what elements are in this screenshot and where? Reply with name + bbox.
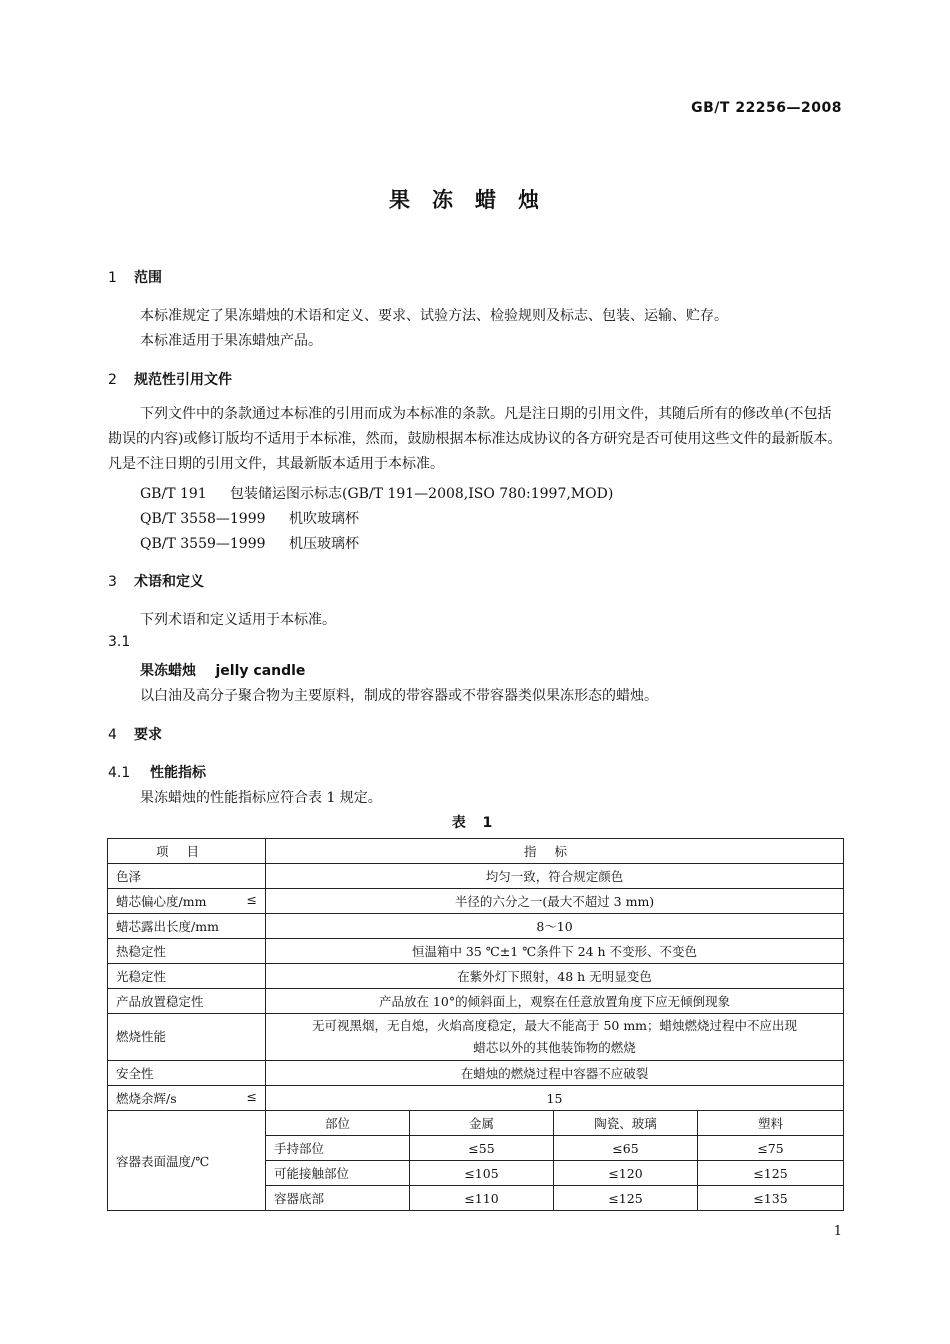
table-row bbox=[108, 1014, 844, 1061]
temp-value: ≤135 bbox=[698, 1186, 844, 1211]
standard-number: GB/T 22256—2008 bbox=[691, 100, 842, 116]
reference-item bbox=[140, 483, 613, 503]
section-number: 1 bbox=[108, 270, 117, 286]
term-definition: 以白油及高分子聚合物为主要原料，制成的带容器或不带容器类似果冻形态的蜡烛。 bbox=[140, 688, 658, 704]
section-title: 规范性引用文件 bbox=[134, 372, 232, 388]
row-value: 恒温箱中 35 ℃±1 ℃条件下 24 h 不变形、不变色 bbox=[266, 939, 844, 964]
subsection-4-1-heading bbox=[108, 762, 206, 782]
table-row bbox=[108, 964, 844, 989]
reference-title: 机压玻璃杯 bbox=[289, 536, 359, 552]
subsection-number: 4.1 bbox=[108, 765, 131, 781]
temp-part: 手持部位 bbox=[266, 1136, 410, 1161]
temp-value: ≤105 bbox=[410, 1161, 554, 1186]
reference-title: 机吹玻璃杯 bbox=[289, 511, 359, 527]
section-number: 3 bbox=[108, 574, 117, 590]
temp-value: ≤120 bbox=[554, 1161, 698, 1186]
row-item-cell bbox=[108, 1086, 266, 1111]
row-item-cell bbox=[108, 889, 266, 914]
section-3-heading bbox=[108, 571, 204, 591]
row-value: 半径的六分之一(最大不超过 3 mm) bbox=[266, 889, 844, 914]
reference-code: QB/T 3558—1999 bbox=[140, 511, 266, 527]
section-4-heading bbox=[108, 724, 162, 744]
subsection-number: 3.1 bbox=[108, 634, 131, 650]
temp-header-cell: 部位 bbox=[266, 1111, 410, 1136]
table-row bbox=[108, 989, 844, 1014]
table-header-row bbox=[108, 839, 844, 864]
row-item: 热稳定性 bbox=[108, 939, 266, 964]
row-value-cell bbox=[266, 1014, 844, 1061]
section-2-paragraph: 下列文件中的条款通过本标准的引用而成为本标准的条款。凡是注日期的引用文件，其随后所有的修改单(不包括勘误的内容)或修订版均不适用于本标准，然而，鼓励根据本标准达成协议的各方研究是否可使用这些文件的最新版本。凡是不注日期的引用文件，其最新版本适用于本标准。 bbox=[108, 406, 842, 472]
temp-value: ≤110 bbox=[410, 1186, 554, 1211]
page-title: 果冻蜡烛 bbox=[389, 188, 561, 212]
row-item: 色泽 bbox=[108, 864, 266, 889]
row-value-line: 蜡芯以外的其他装饰物的燃烧 bbox=[473, 1040, 636, 1055]
reference-code: GB/T 191 bbox=[140, 486, 207, 502]
row-value: 15 bbox=[266, 1086, 844, 1111]
section-number: 4 bbox=[108, 727, 117, 743]
table-row bbox=[108, 914, 844, 939]
section-1-paragraph-1: 本标准规定了果冻蜡烛的术语和定义、要求、试验方法、检验规则及标志、包装、运输、贮存。 bbox=[140, 308, 728, 324]
less-equal-symbol: ≤ bbox=[246, 1089, 257, 1104]
term-english: jelly candle bbox=[215, 663, 306, 679]
section-3-paragraph: 下列术语和定义适用于本标准。 bbox=[140, 612, 336, 628]
temp-header-row bbox=[108, 1111, 844, 1136]
row-value: 在紫外灯下照射，48 h 无明显变色 bbox=[266, 964, 844, 989]
temp-value: ≤65 bbox=[554, 1136, 698, 1161]
temp-part: 可能接触部位 bbox=[266, 1161, 410, 1186]
reference-code: QB/T 3559—1999 bbox=[140, 536, 266, 552]
reference-title: 包装储运图示标志(GB/T 191—2008,ISO 780:1997,MOD) bbox=[230, 486, 614, 502]
table-row bbox=[108, 889, 844, 914]
section-title: 范围 bbox=[134, 270, 162, 286]
term-entry bbox=[140, 660, 305, 680]
table-header-index: 指标 bbox=[266, 839, 844, 864]
row-value: 产品放在 10°的倾斜面上，观察在任意放置角度下应无倾倒现象 bbox=[266, 989, 844, 1014]
temp-value: ≤75 bbox=[698, 1136, 844, 1161]
page-number: 1 bbox=[833, 1224, 842, 1239]
row-item: 光稳定性 bbox=[108, 964, 266, 989]
term-chinese: 果冻蜡烛 bbox=[140, 663, 196, 679]
row-item: 燃烧余辉/s bbox=[116, 1091, 177, 1106]
section-1-heading bbox=[108, 267, 162, 287]
table-header-item: 项目 bbox=[108, 839, 266, 864]
temp-value: ≤125 bbox=[698, 1161, 844, 1186]
temp-value: ≤125 bbox=[554, 1186, 698, 1211]
row-item: 蜡芯偏心度/mm bbox=[116, 894, 207, 909]
row-value: 均匀一致，符合规定颜色 bbox=[266, 864, 844, 889]
subsection-title: 性能指标 bbox=[150, 765, 206, 781]
row-value: 8～10 bbox=[266, 914, 844, 939]
temp-header-cell: 陶瓷、玻璃 bbox=[554, 1111, 698, 1136]
section-title: 要求 bbox=[134, 727, 162, 743]
reference-item bbox=[140, 533, 359, 553]
section-title: 术语和定义 bbox=[134, 574, 204, 590]
section-1-paragraph-2: 本标准适用于果冻蜡烛产品。 bbox=[140, 333, 322, 349]
row-value: 在蜡烛的燃烧过程中容器不应破裂 bbox=[266, 1061, 844, 1086]
temp-value: ≤55 bbox=[410, 1136, 554, 1161]
row-item: 产品放置稳定性 bbox=[108, 989, 266, 1014]
temp-item: 容器表面温度/℃ bbox=[108, 1111, 266, 1211]
less-equal-symbol: ≤ bbox=[246, 892, 257, 907]
table-row bbox=[108, 939, 844, 964]
row-value-line: 无可视黑烟，无自熄，火焰高度稳定，最大不能高于 50 mm；蜡烛燃烧过程中不应出现 bbox=[311, 1018, 798, 1033]
temp-part: 容器底部 bbox=[266, 1186, 410, 1211]
temp-header-cell: 塑料 bbox=[698, 1111, 844, 1136]
table-caption: 表 1 bbox=[451, 815, 499, 831]
section-2-heading bbox=[108, 369, 232, 389]
row-item: 燃烧性能 bbox=[108, 1014, 266, 1061]
table-row bbox=[108, 864, 844, 889]
table-row bbox=[108, 1061, 844, 1086]
section-4-paragraph: 果冻蜡烛的性能指标应符合表 1 规定。 bbox=[140, 790, 382, 806]
row-item: 安全性 bbox=[108, 1061, 266, 1086]
row-item: 蜡芯露出长度/mm bbox=[108, 914, 266, 939]
performance-table bbox=[107, 838, 844, 1211]
table-row bbox=[108, 1086, 844, 1111]
reference-item bbox=[140, 508, 359, 528]
section-number: 2 bbox=[108, 372, 117, 388]
temp-header-cell: 金属 bbox=[410, 1111, 554, 1136]
